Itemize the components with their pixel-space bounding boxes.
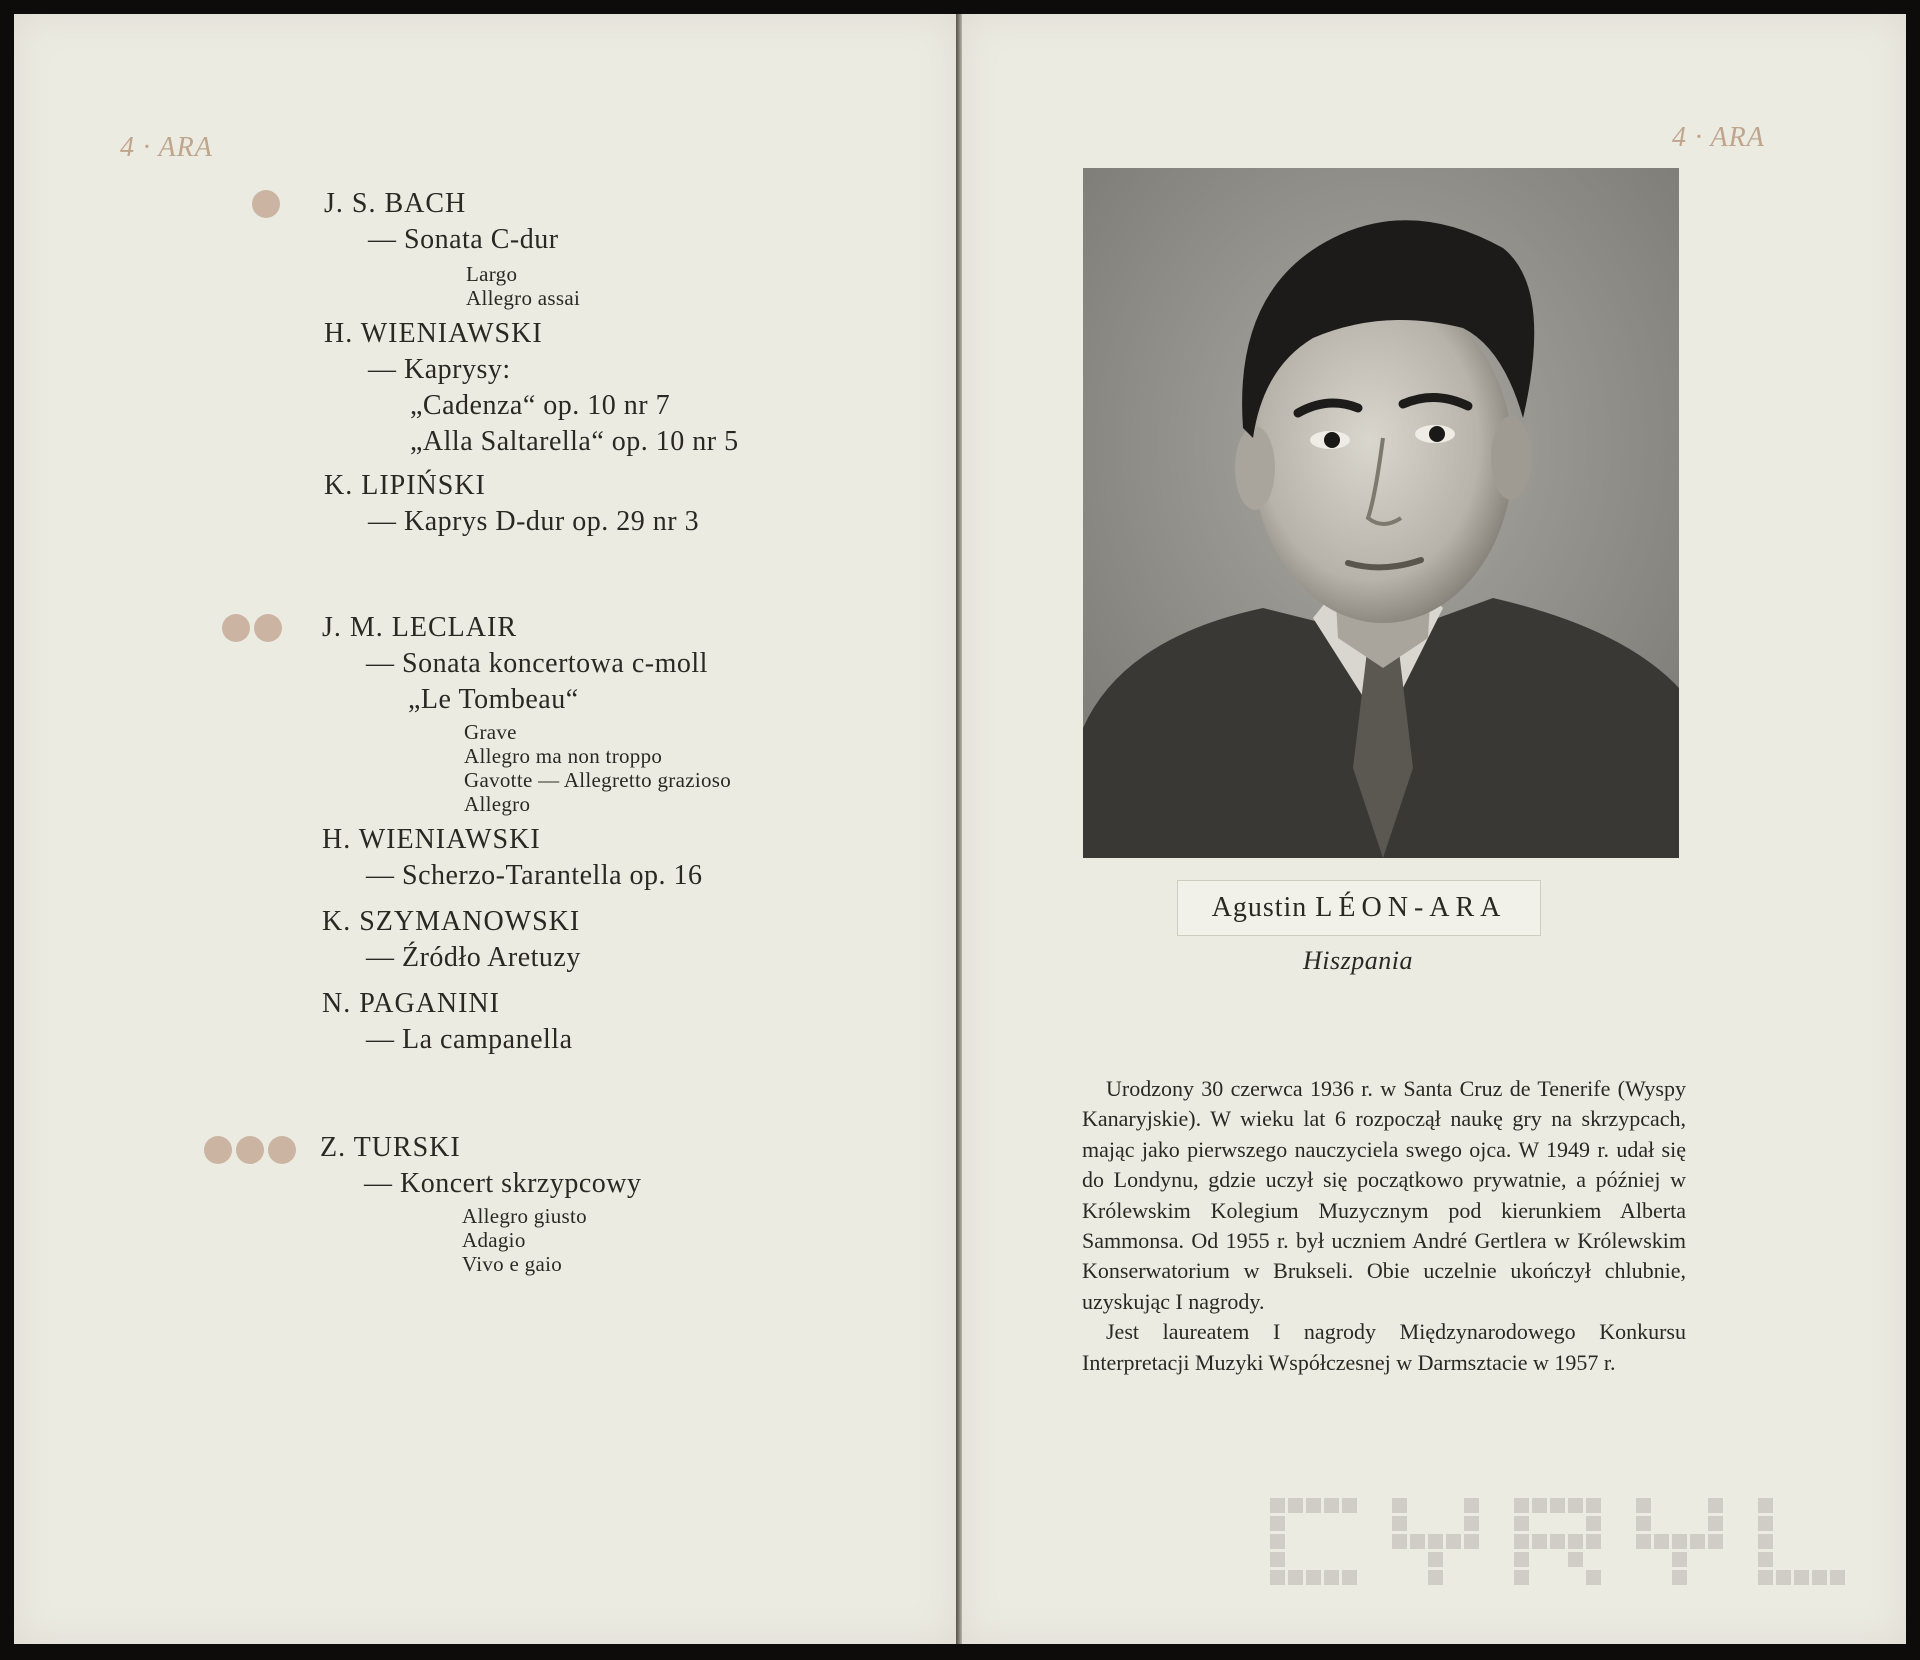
watermark-block — [1654, 1570, 1669, 1585]
watermark-block — [1812, 1570, 1827, 1585]
watermark-block — [1342, 1516, 1357, 1531]
movement: Allegro ma non troppo — [464, 744, 663, 768]
work-title: — Sonata C-dur — [368, 224, 559, 255]
watermark-block — [1514, 1534, 1529, 1549]
watermark-block — [1288, 1516, 1303, 1531]
watermark-block — [1306, 1552, 1321, 1567]
movement: Vivo e gaio — [462, 1252, 563, 1276]
watermark-block — [1270, 1516, 1285, 1531]
watermark-block — [1636, 1516, 1651, 1531]
watermark-block — [1392, 1498, 1407, 1513]
watermark-block — [1532, 1552, 1547, 1567]
watermark-block — [1708, 1516, 1723, 1531]
watermark-block — [1464, 1516, 1479, 1531]
watermark-block — [1568, 1570, 1583, 1585]
watermark-block — [1410, 1516, 1425, 1531]
watermark-block — [1270, 1498, 1285, 1513]
performer-first-name: Agustin — [1211, 892, 1308, 923]
watermark-block — [1532, 1516, 1547, 1531]
composer-name: H. WIENIAWSKI — [324, 318, 543, 349]
watermark-block — [1306, 1534, 1321, 1549]
watermark-block — [1446, 1516, 1461, 1531]
marker-dot — [254, 614, 282, 642]
watermark-block — [1532, 1534, 1547, 1549]
portrait-photo — [1083, 168, 1679, 858]
watermark-block — [1446, 1534, 1461, 1549]
watermark-block — [1654, 1498, 1669, 1513]
performer-surname: LÉON-ARA — [1315, 892, 1507, 923]
watermark-block — [1532, 1498, 1547, 1513]
movement: Grave — [464, 720, 517, 744]
watermark-block — [1270, 1534, 1285, 1549]
watermark-block — [1342, 1552, 1357, 1567]
work-title: — Źródło Aretuzy — [366, 942, 581, 973]
watermark-block — [1794, 1552, 1809, 1567]
marker-dot — [236, 1136, 264, 1164]
watermark-block — [1568, 1498, 1583, 1513]
watermark-block — [1586, 1570, 1601, 1585]
work-title: „Le Tombeau“ — [408, 684, 579, 715]
watermark-block — [1514, 1498, 1529, 1513]
watermark-block — [1636, 1552, 1651, 1567]
portrait-illustration — [1083, 168, 1679, 858]
composer-name: J. M. LECLAIR — [322, 612, 517, 643]
watermark-block — [1776, 1516, 1791, 1531]
biography-paragraph: Urodzony 30 czerwca 1936 r. w Santa Cruz de Tenerife (Wyspy Kanaryjskie). W wieku lat 6 rozpoczął naukę gry na skrzypcach, mając jako pierwszego nauczyciela swego ojca. W 1949 r. udał się do Londynu, gdzie uczył się początkowo prywatnie, a później w Królewskim Kolegium Muzycznym pod kierunkiem Alberta Sammonsa. Od 1955 r. był uczniem André Gertlera w Królewskim Konserwatorium w Brukseli. Obie uczelnie ukończył chlubnie, uzyskując I nagrody. — [1082, 1076, 1686, 1314]
section-marker-2 — [222, 614, 282, 642]
watermark-block — [1464, 1498, 1479, 1513]
section-marker-1 — [252, 190, 280, 218]
movement: Allegro giusto — [462, 1204, 587, 1228]
marker-dot — [268, 1136, 296, 1164]
watermark-block — [1428, 1570, 1443, 1585]
watermark-block — [1794, 1516, 1809, 1531]
watermark-block — [1654, 1534, 1669, 1549]
watermark-block — [1288, 1534, 1303, 1549]
left-page — [14, 14, 956, 1644]
work-title: — Koncert skrzypcowy — [364, 1168, 642, 1199]
watermark-block — [1428, 1552, 1443, 1567]
watermark-block — [1550, 1534, 1565, 1549]
watermark-block — [1306, 1570, 1321, 1585]
watermark-block — [1446, 1552, 1461, 1567]
watermark-block — [1392, 1570, 1407, 1585]
watermark-block — [1464, 1570, 1479, 1585]
watermark-block — [1830, 1552, 1845, 1567]
watermark-block — [1708, 1534, 1723, 1549]
watermark-block — [1550, 1498, 1565, 1513]
composer-name: Z. TURSKI — [320, 1132, 461, 1163]
watermark-block — [1636, 1570, 1651, 1585]
work-title: — Kaprysy: — [368, 354, 511, 385]
watermark-block — [1324, 1534, 1339, 1549]
watermark-block — [1690, 1534, 1705, 1549]
biography — [1082, 1074, 1686, 1378]
watermark-block — [1270, 1552, 1285, 1567]
watermark-block — [1690, 1516, 1705, 1531]
watermark-block — [1568, 1552, 1583, 1567]
composer-name: K. LIPIŃSKI — [324, 470, 486, 501]
watermark-block — [1830, 1534, 1845, 1549]
watermark-block — [1324, 1516, 1339, 1531]
watermark-block — [1568, 1534, 1583, 1549]
marker-dot — [222, 614, 250, 642]
movement: Gavotte — Allegretto grazioso — [464, 768, 732, 792]
watermark-block — [1324, 1552, 1339, 1567]
composer-name: J. S. BACH — [324, 188, 467, 219]
watermark-block — [1410, 1570, 1425, 1585]
watermark-block — [1654, 1552, 1669, 1567]
watermark-block — [1464, 1552, 1479, 1567]
work-title: — Sonata koncertowa c-moll — [366, 648, 708, 679]
performer-country: Hiszpania — [1303, 946, 1413, 975]
watermark-block — [1288, 1498, 1303, 1513]
running-head: 4 · ARA — [120, 132, 213, 163]
watermark-block — [1708, 1570, 1723, 1585]
work-title: „Cadenza“ op. 10 nr 7 — [410, 390, 671, 421]
movement: Allegro assai — [466, 286, 581, 310]
watermark-block — [1428, 1534, 1443, 1549]
watermark-block — [1830, 1498, 1845, 1513]
watermark-block — [1428, 1498, 1443, 1513]
watermark-block — [1586, 1534, 1601, 1549]
watermark-block — [1392, 1552, 1407, 1567]
work-title: — La campanella — [366, 1024, 573, 1055]
watermark-block — [1324, 1498, 1339, 1513]
watermark-block — [1306, 1516, 1321, 1531]
watermark-pixel-text — [1270, 1498, 1880, 1588]
watermark-block — [1672, 1516, 1687, 1531]
watermark-block — [1270, 1570, 1285, 1585]
watermark-block — [1288, 1570, 1303, 1585]
watermark-block — [1410, 1534, 1425, 1549]
watermark-block — [1288, 1552, 1303, 1567]
watermark-block — [1654, 1516, 1669, 1531]
watermark-block — [1812, 1534, 1827, 1549]
watermark-block — [1794, 1534, 1809, 1549]
watermark-block — [1830, 1516, 1845, 1531]
watermark-block — [1672, 1552, 1687, 1567]
watermark-block — [1794, 1570, 1809, 1585]
watermark-block — [1794, 1498, 1809, 1513]
watermark-block — [1776, 1498, 1791, 1513]
watermark-block — [1550, 1552, 1565, 1567]
watermark-block — [1672, 1534, 1687, 1549]
watermark-block — [1776, 1570, 1791, 1585]
watermark-block — [1410, 1552, 1425, 1567]
watermark-block — [1514, 1552, 1529, 1567]
watermark-block — [1776, 1534, 1791, 1549]
watermark-block — [1324, 1570, 1339, 1585]
watermark-block — [1514, 1570, 1529, 1585]
movement: Allegro — [464, 792, 531, 816]
concert-program — [14, 14, 956, 1644]
watermark-block — [1342, 1570, 1357, 1585]
watermark-block — [1636, 1498, 1651, 1513]
watermark-block — [1428, 1516, 1443, 1531]
watermark-block — [1446, 1498, 1461, 1513]
watermark-block — [1758, 1534, 1773, 1549]
watermark-block — [1758, 1516, 1773, 1531]
watermark-block — [1776, 1552, 1791, 1567]
watermark-block — [1550, 1570, 1565, 1585]
running-head: 4 · ARA — [1672, 122, 1765, 153]
watermark-block — [1392, 1534, 1407, 1549]
watermark-block — [1410, 1498, 1425, 1513]
watermark-block — [1812, 1516, 1827, 1531]
watermark-block — [1550, 1516, 1565, 1531]
watermark-block — [1690, 1570, 1705, 1585]
watermark-block — [1392, 1516, 1407, 1531]
biography-paragraph: Jest laureatem I nagrody Międzynarodowego Konkursu Interpretacji Muzyki Współczesnej w Darmsztacie w 1957 r. — [1082, 1319, 1686, 1375]
watermark-block — [1586, 1552, 1601, 1567]
watermark-block — [1342, 1534, 1357, 1549]
watermark-block — [1306, 1498, 1321, 1513]
watermark-block — [1758, 1552, 1773, 1567]
composer-name: H. WIENIAWSKI — [322, 824, 541, 855]
watermark-block — [1342, 1498, 1357, 1513]
composer-name: N. PAGANINI — [322, 988, 500, 1019]
watermark-block — [1568, 1516, 1583, 1531]
work-title: — Scherzo-Tarantella op. 16 — [366, 860, 703, 891]
watermark-block — [1690, 1498, 1705, 1513]
caption-box — [1177, 880, 1541, 936]
watermark-block — [1672, 1498, 1687, 1513]
marker-dot — [252, 190, 280, 218]
watermark-block — [1758, 1498, 1773, 1513]
movement: Adagio — [462, 1228, 526, 1252]
right-page — [962, 14, 1906, 1644]
watermark-block — [1708, 1498, 1723, 1513]
work-title: — Kaprys D-dur op. 29 nr 3 — [368, 506, 700, 537]
watermark-block — [1464, 1534, 1479, 1549]
watermark-block — [1532, 1570, 1547, 1585]
section-marker-3 — [204, 1136, 296, 1164]
watermark-block — [1636, 1534, 1651, 1549]
watermark-block — [1586, 1498, 1601, 1513]
watermark-block — [1672, 1570, 1687, 1585]
watermark-block — [1690, 1552, 1705, 1567]
watermark-block — [1514, 1516, 1529, 1531]
composer-name: K. SZYMANOWSKI — [322, 906, 581, 937]
watermark-block — [1830, 1570, 1845, 1585]
watermark-block — [1758, 1570, 1773, 1585]
watermark-block — [1586, 1516, 1601, 1531]
watermark-block — [1708, 1552, 1723, 1567]
watermark-block — [1812, 1552, 1827, 1567]
work-title: „Alla Saltarella“ op. 10 nr 5 — [410, 426, 739, 457]
watermark-block — [1812, 1498, 1827, 1513]
watermark-logo — [1270, 1498, 1880, 1588]
movement: Largo — [466, 262, 518, 286]
watermark-block — [1446, 1570, 1461, 1585]
marker-dot — [204, 1136, 232, 1164]
